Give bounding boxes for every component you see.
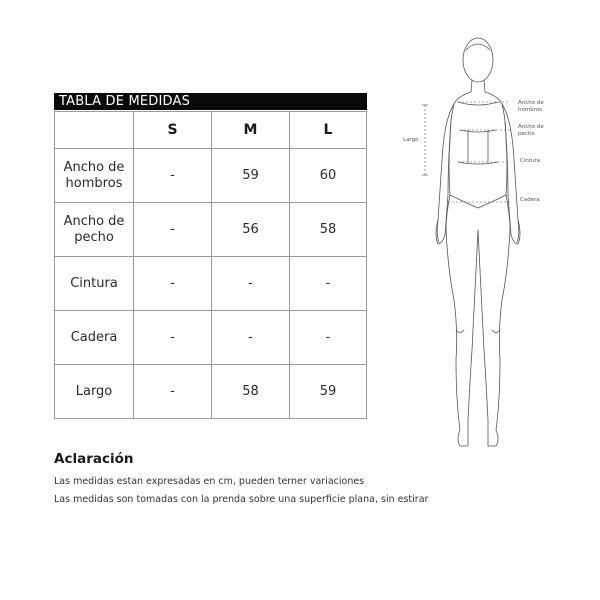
- header-cell-m: M: [212, 112, 290, 149]
- label-chest: Ancho de pecho: [518, 124, 544, 137]
- cell-s: -: [134, 149, 212, 203]
- table-row: [55, 257, 367, 311]
- cell-s: -: [134, 257, 212, 311]
- table-row: [55, 149, 367, 203]
- size-table: [54, 111, 367, 419]
- table-title: TABLA DE MEDIDAS: [54, 93, 367, 110]
- header-cell-l: L: [290, 112, 367, 149]
- body-outline-illustration: [398, 30, 598, 460]
- row-label: Cintura: [55, 257, 134, 311]
- row-label: Ancho de hombros: [55, 149, 134, 203]
- label-shoulders: Ancho de hombros: [518, 100, 544, 113]
- cell-m: -: [212, 311, 290, 365]
- row-label: Largo: [55, 365, 134, 419]
- cell-l: -: [290, 257, 367, 311]
- header-cell-s: S: [134, 112, 212, 149]
- label-length: Largo: [403, 137, 419, 143]
- table-header-row: [55, 112, 367, 149]
- cell-s: -: [134, 203, 212, 257]
- cell-m: 59: [212, 149, 290, 203]
- cell-s: -: [134, 365, 212, 419]
- cell-l: 60: [290, 149, 367, 203]
- table-row: [55, 365, 367, 419]
- row-label: Ancho de pecho: [55, 203, 134, 257]
- note-line: Las medidas estan expresadas en cm, pueden terner variaciones: [54, 476, 365, 487]
- cell-l: 58: [290, 203, 367, 257]
- body-measurement-figure: [398, 30, 598, 460]
- cell-m: -: [212, 257, 290, 311]
- label-waist: Cintura: [520, 158, 541, 164]
- row-label: Cadera: [55, 311, 134, 365]
- note-title: Aclaración: [54, 451, 134, 467]
- label-hip: Cadera: [520, 197, 540, 203]
- table-row: [55, 203, 367, 257]
- note-line: Las medidas son tomadas con la prenda sobre una superficie plana, sin estirar: [54, 494, 429, 505]
- table-row: [55, 311, 367, 365]
- header-cell-empty: [55, 112, 134, 149]
- cell-l: 59: [290, 365, 367, 419]
- cell-l: -: [290, 311, 367, 365]
- cell-m: 56: [212, 203, 290, 257]
- cell-s: -: [134, 311, 212, 365]
- cell-m: 58: [212, 365, 290, 419]
